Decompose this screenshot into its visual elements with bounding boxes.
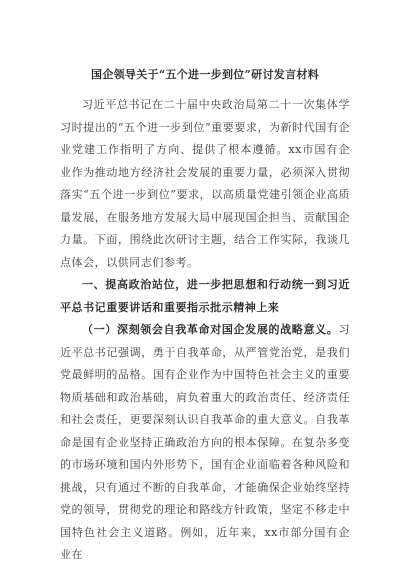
subsection-text: 习近平总书记强调，勇于自我革命，从严管党治党，是我们党最鲜明的品格。国有企业作为中国特色社会主义的重要物质基础和政治基础，肩负着重大的政治责任、经济责任和社会责任，更要深刻认识自我革命的重大意义。自我革命是国有企业坚持正确政治方向的根本保障。在复杂多变的市场环境和国内外形势下，国有企业面临着各种风险和挑战，只有通过不断的自我革命，才能确保企业始终坚持党的领导，贯彻党的理论和路线方针政策，坚定不移走中国特色社会主义道路。例如，近年来，xx市部分国有企业在 [60,323,350,561]
subsection-paragraph [60,319,350,567]
document-title: 国企领导关于“五个进一步到位”研讨发言材料 [91,68,319,81]
intro-paragraph: 习近平总书记在二十届中央政治局第二十一次集体学习时提出的“五个进一步到位”重要要求，为新时代国有企业党建工作指明了方向、提供了根本遵循。xx市国有企业作为推动地方经济社会发展的重要力量，必须深入贯彻落实“五个进一步到位”要求，以高质量党建引领企业高质量发展，在服务地方发展大局中展现国企担当、贡献国企力量。下面，围绕此次研讨主题，结合工作实际，我谈几点体会，以供同志们参考。 [60,98,350,269]
section-heading: 一、提高政治站位，进一步把思想和行动统一到习近平总书记重要讲话和重要指示批示精神上来 [60,278,350,314]
subsection-heading: （一）深刻领会自我革命对国企发展的战略意义。 [82,323,339,336]
